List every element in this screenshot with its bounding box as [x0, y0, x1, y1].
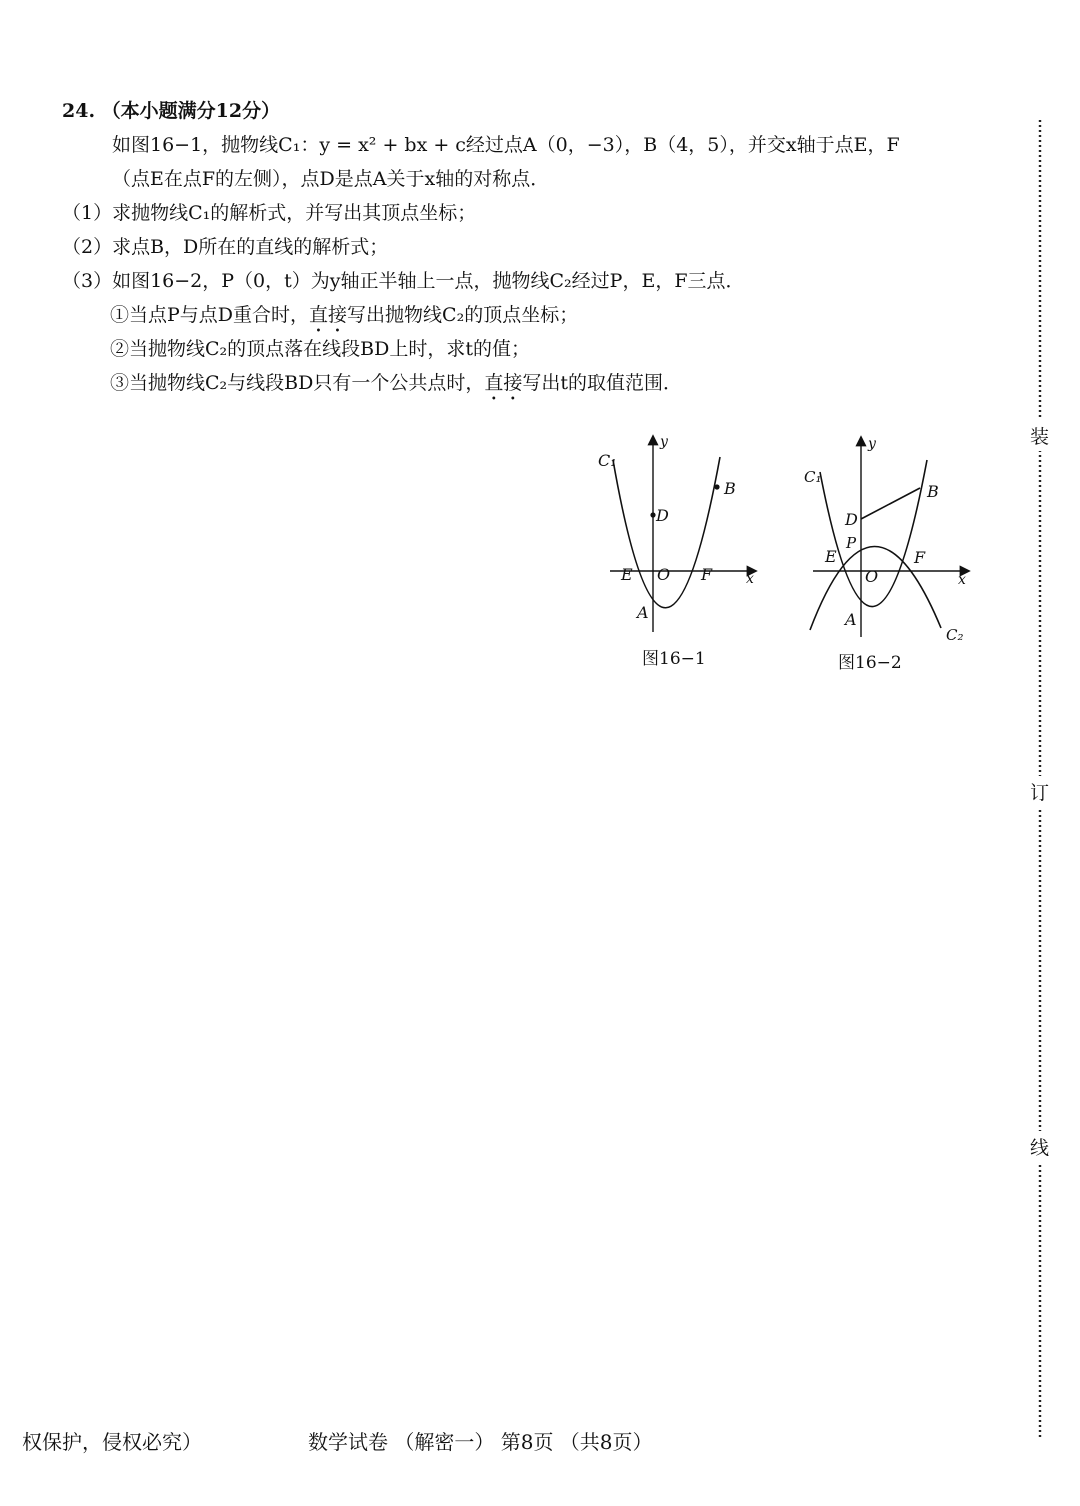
segment-bd — [861, 488, 920, 519]
point-d — [650, 512, 655, 517]
footer-left: 权保护，侵权必究） — [22, 1430, 202, 1454]
sub-1-suffix: 写出抛物线C₂的顶点坐标； — [347, 304, 579, 326]
question-sub-3 — [110, 366, 682, 405]
question-header: 24. （本小题满分12分） — [62, 100, 281, 122]
figure-16-2-svg — [798, 432, 978, 652]
sub-1-prefix: ①当点P与点D重合时， — [110, 304, 310, 326]
figure-16-2-caption: 图16−2 — [838, 653, 902, 673]
label-p: P — [846, 534, 857, 552]
question-intro-line-1: 如图16−1，抛物线C₁：y = x² + bx + c经过点A（0，−3），B（4，5），并交x轴于点E，F — [112, 134, 900, 156]
sub-3-emphasis: 直接 — [484, 372, 523, 394]
label-d: D — [656, 506, 669, 525]
question-part-2: （2）求点B，D所在的直线的解析式； — [62, 236, 389, 258]
label-a: A — [845, 610, 857, 629]
sub-3-suffix: 写出t的取值范围． — [522, 372, 683, 394]
label-c1: C₁ — [804, 468, 822, 486]
label-x: x — [958, 572, 966, 588]
question-sub-2: ②当抛物线C₂的顶点落在线段BD上时，求t的值； — [110, 338, 530, 360]
label-e: E — [825, 547, 837, 566]
figure-16-1-svg — [590, 432, 770, 642]
label-y: y — [868, 436, 876, 452]
label-o: O — [657, 565, 671, 584]
label-b: B — [927, 482, 939, 501]
figure-16-1 — [590, 432, 770, 669]
sub-3-prefix: ③当抛物线C₂与线段BD只有一个公共点时， — [110, 372, 485, 394]
label-f: F — [914, 548, 926, 567]
question-part-1: （1）求抛物线C₁的解析式，并写出其顶点坐标； — [62, 202, 477, 224]
question-intro-line-2: （点E在点F的左侧），点D是点A关于x轴的对称点． — [112, 168, 550, 190]
parabola-c1 — [613, 457, 720, 608]
point-b — [714, 484, 719, 489]
label-x: x — [746, 571, 754, 587]
footer-page-info: 数学试卷 （解密一） 第8页 （共8页） — [308, 1430, 653, 1454]
label-c1: C₁ — [598, 451, 617, 470]
binding-mark-xian: 线 — [1030, 1131, 1049, 1162]
sub-1-emphasis: 直接 — [309, 304, 348, 326]
figure-16-2 — [798, 432, 978, 673]
label-b: B — [724, 479, 736, 498]
binding-mark-ding: 订 — [1030, 776, 1049, 807]
label-c2: C₂ — [946, 626, 964, 644]
label-d: D — [845, 510, 858, 529]
question-part-3: （3）如图16−2，P（0，t）为y轴正半轴上一点，抛物线C₂经过P，E，F三点． — [62, 270, 745, 292]
label-e: E — [621, 565, 633, 584]
binding-mark-zhuang: 装 — [1030, 420, 1049, 451]
label-y: y — [660, 434, 668, 450]
figure-16-1-caption: 图16−1 — [642, 649, 706, 669]
label-a: A — [637, 603, 649, 622]
label-f: F — [701, 565, 713, 584]
label-o: O — [865, 567, 879, 586]
